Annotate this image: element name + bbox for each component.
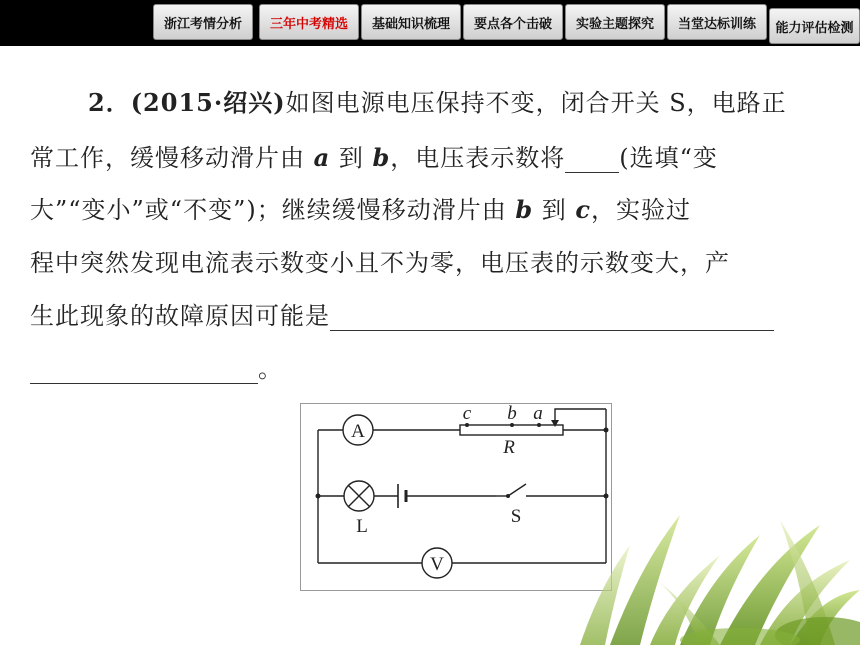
question-line-3: 大”“变小”或“不变”)；继续缓慢移动滑片由 b 到 c，实验过 — [30, 195, 692, 224]
lamp-label: L — [356, 516, 368, 537]
question-line-5: 生此现象的故障原因可能是 — [30, 301, 774, 331]
ammeter-label: A — [351, 421, 365, 442]
junction-right-mid — [604, 494, 609, 499]
point-c-label: c — [462, 403, 472, 424]
tab-exam-analysis[interactable]: 浙江考情分析 — [153, 4, 253, 40]
tab-three-year-exams[interactable]: 三年中考精选 — [259, 4, 359, 40]
tab-experiment[interactable]: 实验主题探究 — [565, 4, 665, 40]
answer-blank-2a[interactable] — [330, 306, 774, 331]
grass-decoration — [560, 505, 860, 645]
point-a-label: a — [533, 403, 543, 424]
question-line-1: 2．(2015·绍兴)如图电源电压保持不变，闭合开关 S，电路正 — [88, 88, 787, 117]
junction-right-top — [604, 428, 609, 433]
answer-blank-2b[interactable] — [30, 359, 258, 384]
point-b-label: b — [507, 403, 517, 424]
resistor-label: R — [503, 437, 515, 458]
question-line-4: 程中突然发现电流表示数变小且不为零，电压表的示数变大，产 — [30, 249, 730, 277]
question-line-2: 常工作，缓慢移动滑片由 a 到 b，电压表示数将 (选填“变 — [30, 143, 718, 172]
tab-ability-test[interactable]: 能力评估检测 — [769, 8, 860, 44]
junction-left — [316, 494, 321, 499]
question-source: (2015·绍兴) — [130, 88, 286, 117]
switch-label: S — [510, 506, 522, 527]
voltmeter-label: V — [430, 554, 444, 575]
tab-class-training[interactable]: 当堂达标训练 — [667, 4, 767, 40]
tab-basic-knowledge[interactable]: 基础知识梳理 — [361, 4, 461, 40]
top-nav-bar — [0, 0, 860, 46]
question-number: 2． — [88, 88, 131, 117]
tab-key-points[interactable]: 要点各个击破 — [463, 4, 563, 40]
question-line-6: 。 — [30, 354, 283, 384]
answer-blank-1[interactable] — [565, 148, 619, 173]
